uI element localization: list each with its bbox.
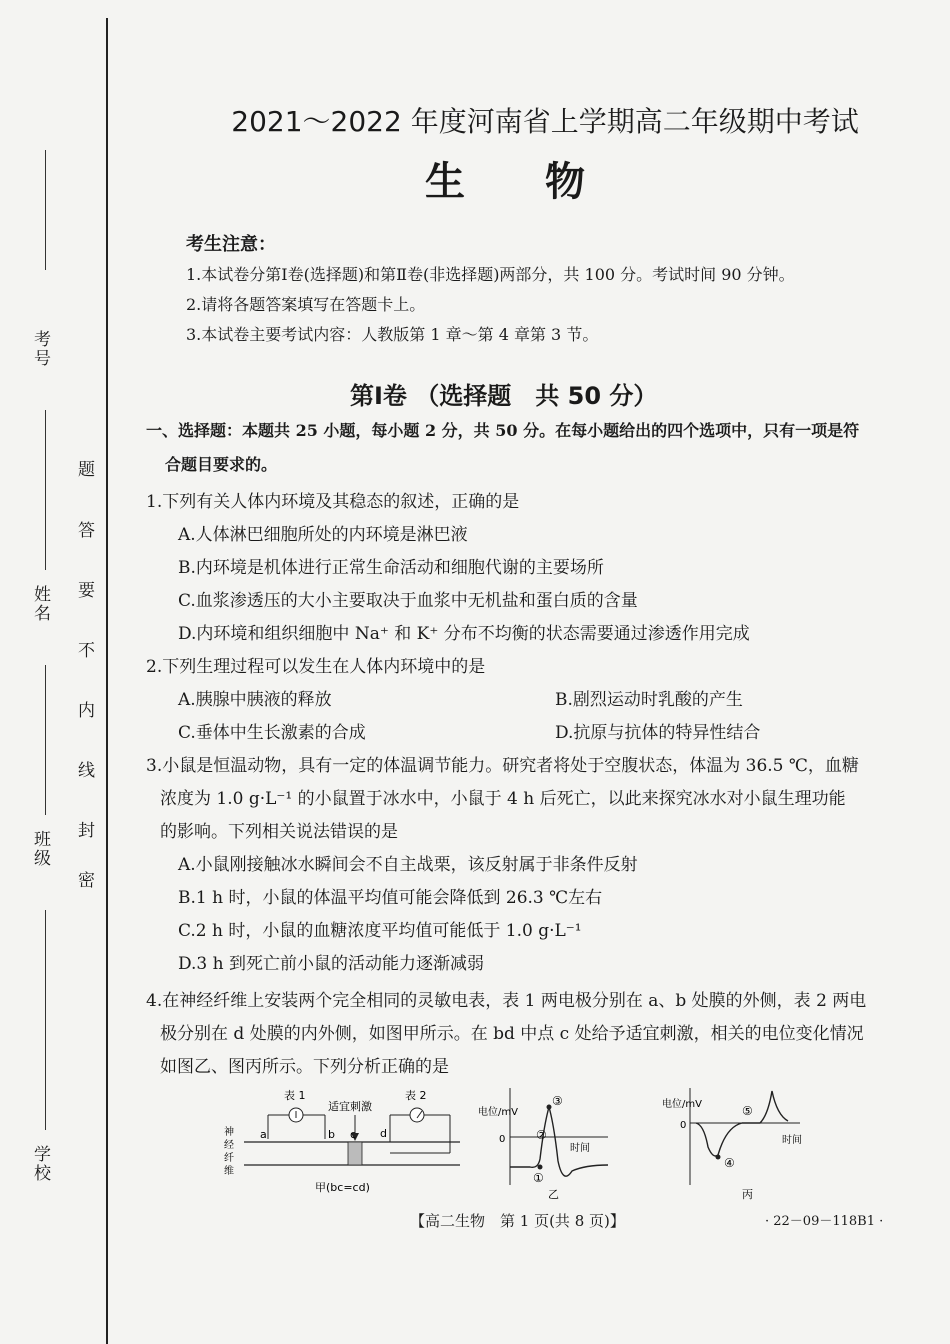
yi-ylabel: 电位/mV [478,1107,518,1118]
school-blank [45,910,46,1130]
q1-option-d: D.内环境和组织细胞中 Na⁺ 和 K⁺ 分布不均衡的状态需要通过渗透作用完成 [178,624,750,644]
marker-4: ④ [724,1156,735,1170]
q3-stem-line3: 的影响。下列相关说法错误的是 [160,822,398,842]
seal-char: 内 [78,701,95,721]
q1-option-b: B.内环境是机体进行正常生命活动和细胞代谢的主要场所 [178,558,604,578]
q3-option-d: D.3 h 到死亡前小鼠的活动能力逐渐减弱 [178,954,484,974]
caption-yi: 乙 [548,1188,559,1201]
marker-2: ② [536,1128,547,1142]
point-c: c [350,1128,357,1141]
marker-1: ① [533,1171,544,1185]
figure-yi [478,1088,608,1201]
meter2-icon [410,1108,424,1122]
q4-stem-line2: 极分别在 d 处膜的内外侧，如图甲所示。在 bd 中点 c 处给予适宜刺激，相关的电位变化情况 [160,1024,864,1044]
subject-title: 生物 [425,159,665,205]
bing-zero: 0 [680,1120,687,1131]
q3-stem: 3.小鼠是恒温动物，具有一定的体温调节能力。研究者将处于空腹状态，体温为 36.5 ℃，血糖 [146,756,859,776]
meter1-label: 表 1 [284,1089,306,1102]
seal-char: 要 [78,581,95,601]
seal-char: 封 [78,821,95,841]
meter2-label: 表 2 [405,1089,427,1102]
fiber-label: 维 [224,1166,234,1177]
name-blank [45,410,46,570]
stimulus-label: 适宜刺激 [328,1100,372,1113]
section-instruction: 一、选择题：本题共 25 小题，每小题 2 分，共 50 分。在每小题给出的四个选项中，只有一项是符 [146,421,860,440]
q3-option-b: B.1 h 时，小鼠的体温平均值可能会降低到 26.3 ℃左右 [178,888,603,908]
binding-line [106,18,108,1344]
section-title: 第Ⅰ卷 （选择题 共 50 分） [350,382,658,410]
seal-char: 题 [78,460,95,480]
q2-stem: 2.下列生理过程可以发生在人体内环境中的是 [146,657,486,677]
q2-option-a: A.胰腺中胰液的释放 [178,690,332,710]
seal-char: 密 [78,871,95,891]
q1-stem: 1.下列有关人体内环境及其稳态的叙述，正确的是 [146,492,520,512]
marker-3: ③ [552,1094,563,1108]
q3-stem-line2: 浓度为 1.0 g·L⁻¹ 的小鼠置于冰水中，小鼠于 4 h 后死亡，以此来探究冰水对小鼠生理功能 [160,789,846,809]
q4-stem: 4.在神经纤维上安装两个完全相同的灵敏电表，表 1 两电极分别在 a、b 处膜的外侧，表 2 两电 [146,991,867,1011]
stimulus-region [348,1142,362,1165]
seal-char: 不 [78,641,95,661]
fiber-label: 神 [224,1127,234,1138]
caption-jia: 甲(bc=cd) [315,1181,370,1194]
marker-5: ⑤ [742,1104,753,1118]
yi-zero: 0 [499,1134,506,1145]
bing-time: 时间 [782,1135,802,1146]
notice-item: 1.本试卷分第Ⅰ卷(选择题)和第Ⅱ卷(非选择题)两部分，共 100 分。考试时间 90 分钟。 [186,265,795,284]
q2-option-c: C.垂体中生长激素的合成 [178,723,366,743]
q1-option-c: C.血浆渗透压的大小主要取决于血浆中无机盐和蛋白质的含量 [178,591,638,611]
q2-option-b: B.剧烈运动时乳酸的产生 [555,690,743,710]
fiber-label: 纤 [224,1153,234,1164]
point-d: d [380,1127,387,1140]
school-label: 学校 [30,1145,50,1183]
notice-item: 3.本试卷主要考试内容：人教版第 1 章～第 4 章第 3 节。 [186,325,599,344]
point-b: b [328,1128,335,1141]
bing-ylabel: 电位/mV [662,1099,702,1110]
q4-stem-line3: 如图乙、图丙所示。下列分析正确的是 [160,1057,449,1077]
point-a: a [260,1128,267,1141]
section-instruction-cont: 合题目要求的。 [165,455,278,474]
figure-jia [224,1088,460,1194]
neuron-figure [210,1085,810,1203]
name-label: 姓名 [30,585,50,623]
notice-heading: 考生注意： [186,234,276,255]
footer-code: · 22－09－118B1 · [765,1214,884,1229]
yi-curve [510,1107,608,1176]
class-label: 班级 [30,830,50,868]
q1-option-a: A.人体淋巴细胞所处的内环境是淋巴液 [178,525,468,545]
exam-title: 2021～2022 年度河南省上学期高二年级期中考试 [231,105,859,138]
fiber-label: 经 [224,1140,234,1151]
seal-char: 线 [78,761,95,781]
exam-no-label: 考号 [30,330,50,368]
notice-item: 2.请将各题答案填写在答题卡上。 [186,295,426,314]
figure-bing [662,1088,802,1201]
class-blank [45,665,46,815]
footer-page: 【高二生物 第 1 页(共 8 页)】 [410,1212,625,1230]
yi-time: 时间 [570,1143,590,1154]
seal-char: 答 [78,521,95,541]
q2-option-d: D.抗原与抗体的特异性结合 [555,723,761,743]
caption-bing: 丙 [742,1188,753,1201]
q3-option-a: A.小鼠刚接触冰水瞬间会不自主战栗，该反射属于非条件反射 [178,855,638,875]
q3-option-c: C.2 h 时，小鼠的血糖浓度平均值可能低于 1.0 g·L⁻¹ [178,921,582,941]
